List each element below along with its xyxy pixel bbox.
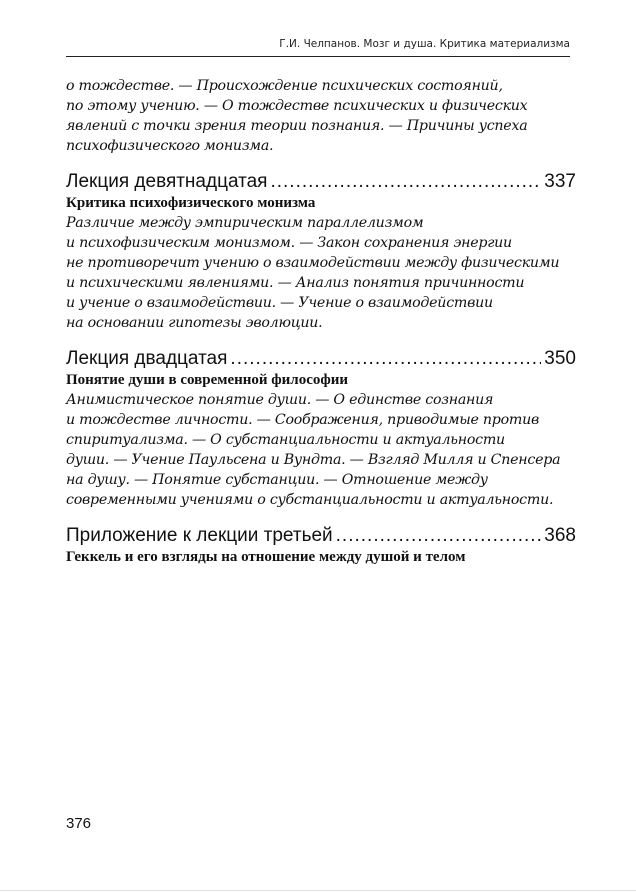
page-bottom-edge (0, 890, 636, 891)
running-title: Г.И. Челпанов. Мозг и душа. Критика материализма (279, 38, 570, 50)
summary-line: не противоречит учению о взаимодействии между физическими (66, 255, 560, 271)
dot-leader (336, 524, 542, 548)
toc-entry-subtitle: Критика психофизического монизма (66, 195, 316, 211)
summary-line: и психофизическим монизмом. — Закон сохранения энергии (66, 235, 512, 251)
toc-content (66, 76, 576, 567)
toc-entry-page: 350 (544, 348, 576, 369)
intro-line: по этому учению. — О тождестве психических и физических (66, 98, 528, 114)
toc-entry-lecture-19 (66, 170, 576, 333)
summary-line: и учение о взаимодействии. — Учение о взаимодействии (66, 295, 493, 311)
intro-line: явлений с точки зрения теории познания. — Причины успеха (66, 118, 528, 134)
summary-line: современными учениями о субстанциальности и актуальности. (66, 492, 554, 508)
toc-entry-subtitle: Понятие души в современной философии (66, 372, 349, 388)
toc-entry-summary (66, 390, 576, 510)
intro-continuation (66, 76, 576, 156)
toc-entry-heading[interactable] (66, 347, 576, 371)
dot-leader (270, 170, 541, 194)
intro-line: психофизического монизма. (66, 138, 274, 154)
summary-line: спиритуализма. — О субстанциальности и актуальности (66, 432, 505, 448)
toc-entry-subtitle: Геккель и его взгляды на отношение между душой и телом (66, 549, 466, 565)
toc-entry-lecture-20 (66, 347, 576, 510)
summary-line: души. — Учение Паульсена и Вундта. — Взгляд Милля и Спенсера (66, 452, 561, 468)
toc-entry-title: Лекция девятнадцатая (66, 171, 268, 192)
running-header (66, 38, 570, 57)
summary-line: и тождестве личности. — Соображения, приводимые против (66, 412, 540, 428)
summary-line: на душу. — Понятие субстанции. — Отношение между (66, 472, 488, 488)
toc-entry-heading[interactable] (66, 170, 576, 194)
toc-entry-summary (66, 213, 576, 333)
toc-entry-title: Лекция двадцатая (66, 348, 228, 369)
toc-entry-heading[interactable] (66, 524, 576, 548)
toc-entry-appendix (66, 524, 576, 567)
summary-line: Анимистическое понятие души. — О единстве сознания (66, 392, 494, 408)
summary-line: и психическими явлениями. — Анализ понятия причинности (66, 275, 525, 291)
intro-line: о тождестве. — Происхождение психических состояний, (66, 78, 503, 94)
summary-line: Различие между эмпирическим параллелизмом (66, 215, 424, 231)
page-number: 376 (66, 815, 92, 832)
toc-entry-title: Приложение к лекции третьей (66, 525, 333, 546)
dot-leader (230, 347, 541, 371)
toc-entry-page: 368 (544, 525, 576, 546)
toc-entry-page: 337 (544, 171, 576, 192)
summary-line: на основании гипотезы эволюции. (66, 315, 323, 331)
